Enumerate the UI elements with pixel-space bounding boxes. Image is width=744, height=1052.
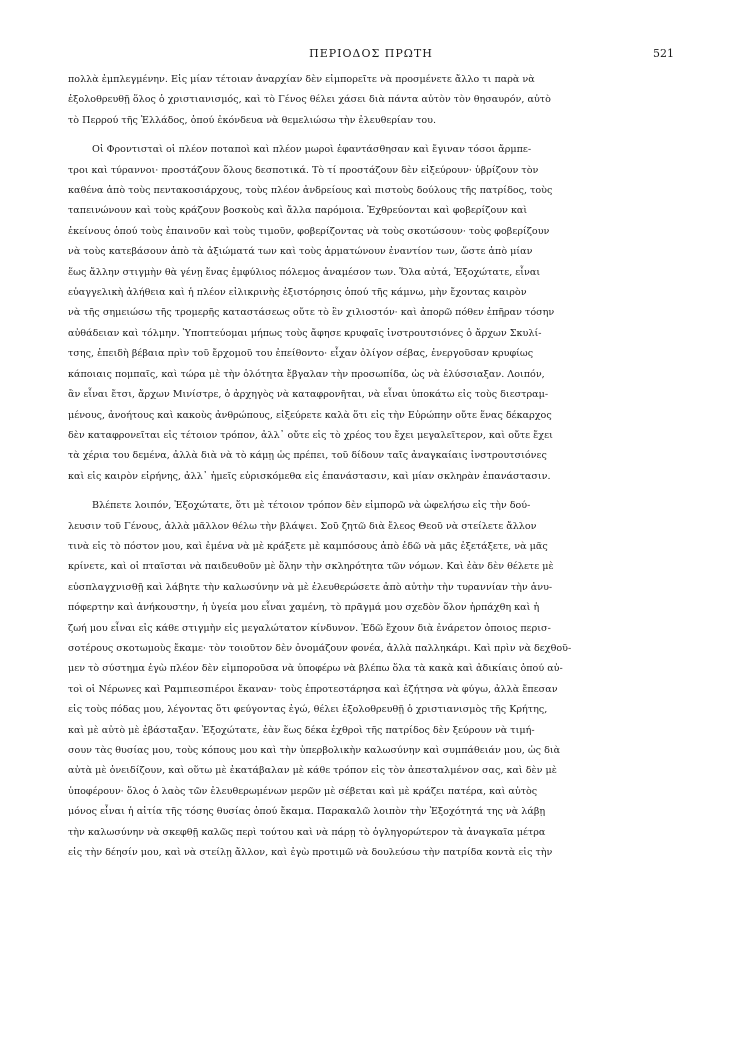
text-line: τὴν καλωσύνην νὰ σκεφθῇ καλῶς περὶ τούτου καὶ νὰ πάρῃ τὸ ὀγληγορώτερον τὰ ἀναγκαῖα μέτρα: [68, 826, 546, 838]
text-line: κάποιαις πομπαῖς, καὶ τώρα μὲ τὴν ὁλότητα ἔβγαλαν τὴν προσωπίδα, ὡς νὰ ἐλύσσιαξαν. Λοιπόν,: [68, 368, 545, 380]
paragraph-3: [68, 496, 674, 863]
page-number: 521: [653, 47, 674, 60]
running-head: ΠΕΡΙΟΔΟΣ ΠΡΩΤΗ: [309, 47, 433, 60]
text-line: πόφερτην καὶ ἀνήκουστην, ἡ ὑγεία μου εἶναι χαμένη, τὸ πρᾶγμά μου σχεδὸν ὅλον ἡρπάχθη καὶ ἡ: [68, 602, 540, 614]
text-line: τσης, ἐπειδὴ βέβαια πρὶν τοῦ ἔρχομοῦ του ἐπείθοντο· εἶχαν ὀλίγον σέβας, ἐνεργοῦσαν κρυφίως: [68, 348, 534, 360]
text-line: εὐαγγελικὴ ἀλήθεια καὶ ἡ πλέον εἰλικρινὴς ἐξιστόρησις ὁπού τῆς κάμνω, μὴν ἔχοντας καιρὸν: [68, 287, 527, 299]
text-line: ἕως ἄλλην στιγμὴν θὰ γένῃ ἕνας ἐμφύλιος πόλεμος ἀναμέσον των. Ὅλα αὐτά, Ἐξοχώτατε, εἶναι: [68, 266, 541, 278]
text-line: δὲν καταφρονεῖται εἰς τέτοιον τρόπον, ἀλλ᾽ οὔτε εἰς τὸ χρέος του ἔχει μεγαλεῖτερον, καὶ οὔτε ἔχει: [68, 429, 553, 441]
paragraph-1: [68, 70, 674, 131]
text-line: εἰς τὴν δέησίν μου, καὶ νὰ στείλῃ ἄλλον, καὶ ἐγὼ προτιμῶ νὰ δουλεύσω τὴν πατρίδα κοντὰ εἰς τὴν: [68, 847, 553, 859]
text-line: ἂν εἶναι ἔτσι, ἄρχων Μινίστρε, ὁ ἀρχηγὸς νὰ καταφρονῆται, νὰ εἶναι ὑποκάτω εἰς τοὺς διεστραμ-: [68, 389, 549, 401]
text-line: κρίνετε, καὶ οἱ πταῖσται νὰ παιδευθοῦν μὲ ὅλην τὴν σκληρότητα τῶν νόμων. Καὶ ἐὰν δὲν θέλετε μὲ: [68, 561, 554, 573]
text-line: καθένα ἀπὸ τοὺς πεντακοσιάρχους, τοὺς πλέον ἀνδρείους καὶ πιστοὺς δούλους τῆς πατρίδος, τοὺς: [68, 185, 553, 197]
text-line: αὐτὰ μὲ ὀνειδίζουν, καὶ οὕτω μὲ ἐκατάβαλαν μὲ κάθε τρόπον εἰς τὸν ἀπεσταλμένον σας, καὶ δὲν μὲ: [68, 765, 557, 777]
text-line: νὰ τοὺς κατεβάσουν ἀπὸ τὰ ἀξιώματά των καὶ τοὺς ἀρματώνουν ἐναντίον των, ὥστε ἀπὸ μίαν: [68, 246, 533, 258]
text-line: ἐξολοθρευθῇ ὅλος ὁ χριστιανισμός, καὶ τὸ Γένος θέλει χάσει διὰ πάντα αὐτὸν τὸν θησαυρόν, αὐτὸ: [68, 94, 551, 106]
text-line: σουν τὰς θυσίας μου, τοὺς κόπους μου καὶ τὴν ὑπερβολικὴν καλωσύνην καὶ συμπάθειάν μου, ὡς διὰ: [68, 745, 561, 756]
text-line: τινὰ εἰς τὸ πόστον μου, καὶ ἐμένα νὰ μὲ κράξετε μὲ καμπόσους ἀπὸ ἐδῶ νὰ μᾶς ἐξετάξετε, νὰ μᾶς: [68, 540, 548, 552]
paragraph-2: [68, 140, 674, 487]
text-line: τροι καὶ τύραννοι· προστάζουν ὅλους δεσποτικά. Τὸ τί προστάζουν δὲν εἰξεύρουν· ὑβρίζουν τὸν: [68, 164, 539, 176]
text-line: τὰ χέρια του δεμένα, ἀλλὰ διὰ νὰ τὸ κάμῃ ὡς πρέπει, τοῦ δίδουν ταῖς ἀναγκαίαις ἰνστρουτσιόνες: [68, 450, 547, 462]
text-line: Οἱ Φροντισταὶ οἱ πλέον ποταποὶ καὶ πλέον μωροὶ ἐφαντάσθησαν καὶ ἔγιναν τόσοι ἄρμπε-: [92, 144, 532, 156]
text-line: ἐκείνους ὁπού τοὺς ἐπαινοῦν καὶ τοὺς τιμοῦν, φοβερίζοντας νὰ τοὺς σκοτώσουν· τοὺς φοβερίζουν: [68, 225, 550, 237]
text-line: πολλὰ ἐμπλεγμένην. Εἰς μίαν τέτοιαν ἀναρχίαν δὲν εἰμπορεῖτε νὰ προσμένετε ἄλλο τι παρὰ νὰ: [68, 74, 535, 85]
text-line: ὑποφέρουν· ὅλος ὁ λαὸς τῶν ἐλευθερωμένων μερῶν μὲ σέβεται καὶ μὲ κράζει πατέρα, καὶ αὐτὸς: [68, 785, 538, 797]
body-text: [68, 70, 674, 872]
text-line: καὶ μὲ αὐτὸ μὲ ἐβάσταξαν. Ἐξοχώτατε, ἐὰν ἕως δέκα ἐχθροὶ τῆς πατρίδος δὲν ξεύρουν νὰ τιμή-: [68, 724, 535, 736]
text-line: εἰς τοὺς πόδας μου, λέγοντας ὅτι φεύγοντας ἐγώ, θέλει ἐξολοθρευθῇ ὁ χριστιανισμὸς τῆς Κρήτης,: [68, 704, 548, 716]
text-line: τοὶ οἱ Νέρωνες καὶ Ραμπιεσπιέροι ἔκαναν· τοὺς ἐπροτεστάρησα καὶ ἐζήτησα νὰ φύγω, ἀλλὰ ἔπεσαν: [68, 683, 558, 695]
text-line: λευσιν τοῦ Γένους, ἀλλὰ μᾶλλον θέλω τὴν βλάψει. Σοῦ ζητῶ διὰ ἔλεος Θεοῦ νὰ στείλετε ἄλλον: [68, 520, 537, 532]
text-line: σοτέρους σκοτωμοὺς ἔκαμε· τὸν τοιοῦτον δὲν ὀνομάζουν φονέα, ἀλλὰ παλληκάρι. Καὶ πρὶν νὰ δεχθοῦ-: [68, 642, 572, 654]
text-line: ταπεινώνουν καὶ τοὺς κράζουν βοσκοὺς καὶ ἄλλα παρόμοια. Ἐχθρεύονται καὶ φοβερίζουν καὶ: [68, 205, 528, 217]
text-line: ζωή μου εἶναι εἰς κάθε στιγμὴν εἰς μεγαλώτατον κίνδυνον. Ἐδῶ ἔχουν διὰ ἐνάρετον ὁποιος περισ-: [68, 622, 551, 634]
page-header: [68, 47, 674, 63]
text-line: καὶ εἰς καιρὸν εἰρήνης, ἀλλ᾽ ἡμεῖς εὑρισκόμεθα εἰς ἐπανάστασιν, καὶ μίαν σκληρὰν ἐπανάστασιν.: [68, 470, 551, 482]
text-line: μόνος εἶναι ἡ αἰτία τῆς τόσης θυσίας ὁπού ἔκαμα. Παρακαλῶ λοιπὸν τὴν Ἐξοχότητά της νὰ λάβῃ: [68, 806, 546, 818]
text-line: Βλέπετε λοιπόν, Ἐξοχώτατε, ὅτι μὲ τέτοιον τρόπον δὲν εἰμπορῶ νὰ ὠφελήσω εἰς τὴν δού-: [92, 500, 531, 512]
text-line: εὐσπλαγχνισθῇ καὶ λάβητε τὴν καλωσύνην νὰ μὲ ἐλευθερώσετε ἀπὸ αὐτὴν τὴν τυραννίαν τὴν ἀνυ-: [68, 581, 553, 593]
text-line: νὰ τῆς σημειώσω τῆς τρομερῆς καταστάσεως οὔτε τὸ ἓν χιλιοστόν· καὶ ἀπορῶ πόθεν ἐπῆραν τόσην: [68, 307, 555, 319]
text-line: αὐθάδειαν καὶ τόλμην. Ὑποπτεύομαι μήπως τοὺς ἄφησε κρυφαῖς ἰνστρουτσιόνες ὁ ἄρχων Σκυλί-: [68, 327, 542, 339]
text-line: τὸ Περρού τῆς Ἑλλάδος, ὁπού ἐκόνδευα νὰ θεμελιώσω τὴν ἐλευθερίαν του.: [68, 114, 437, 126]
text-line: μένους, ἀνοήτους καὶ κακοὺς ἀνθρώπους, εἰξεύρετε καλὰ ὅτι εἰς τὴν Εὐρώπην οὔτε ἕνας δέκαρχος: [68, 409, 552, 421]
text-line: μεν τὸ σύστημα ἐγὼ πλέον δὲν εἰμποροῦσα νὰ ὑποφέρω νὰ βλέπω ὅλα τὰ κακὰ καὶ ἀδικίαις ὁπού αὐ-: [68, 663, 563, 675]
